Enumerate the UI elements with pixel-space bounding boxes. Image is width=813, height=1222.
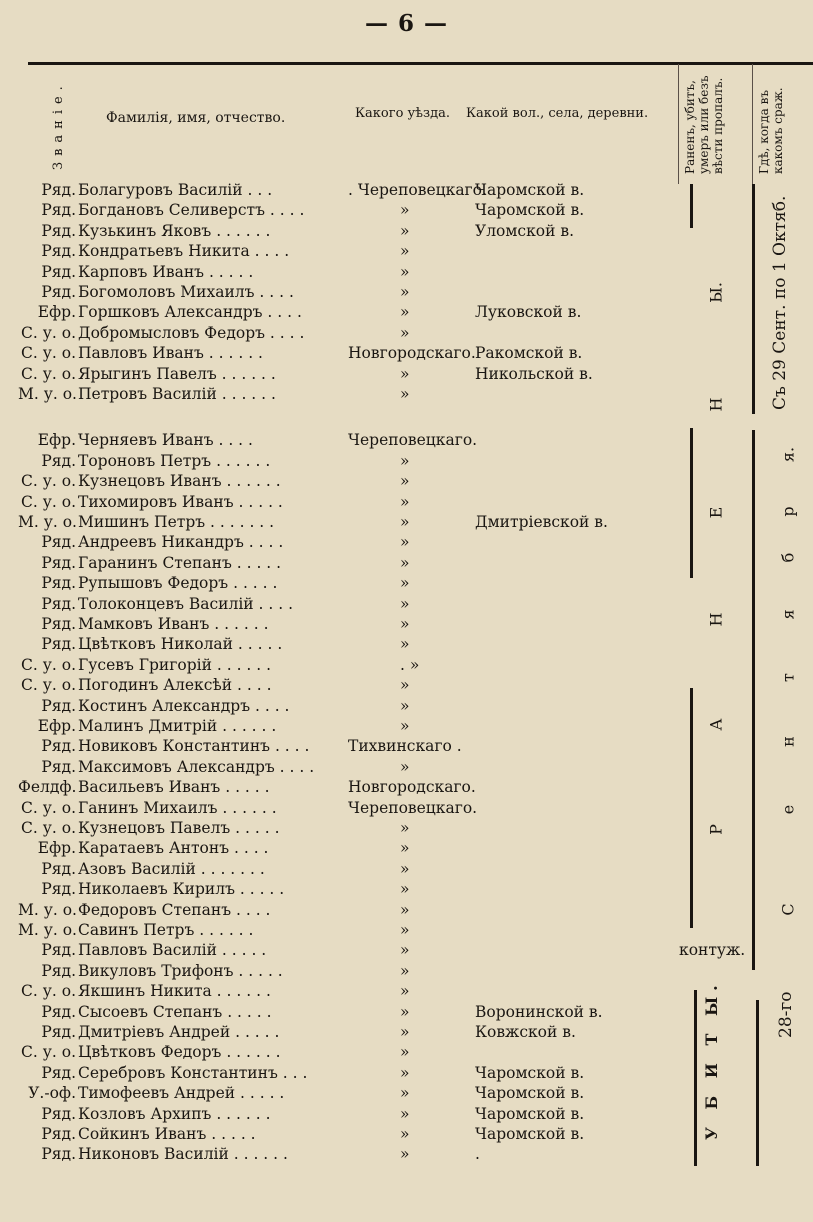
- cell-uezd: »: [400, 303, 410, 322]
- brace-group-2: [690, 428, 693, 578]
- cell-uezd: »: [400, 982, 410, 1001]
- cell-rank: Ряд.: [41, 696, 76, 715]
- cell-name: Серебровъ Константинъ . . .: [78, 1063, 308, 1082]
- cell-rank: Ряд.: [41, 961, 76, 980]
- cell-vol: Ракомской в.: [475, 344, 583, 363]
- brace-group-3: [690, 688, 693, 928]
- header-where-line1: Гдѣ, когда въ: [757, 90, 771, 174]
- cell-rank: М. у. о.: [18, 385, 77, 403]
- cell-name: Федоровъ Степанъ . . . .: [78, 900, 271, 919]
- cell-vol: Чаромской в.: [475, 1125, 585, 1143]
- cell-uezd: »: [400, 283, 410, 301]
- cell-rank: Ефр.: [37, 717, 76, 735]
- cell-vol: Чаромской в.: [475, 1063, 585, 1082]
- raneny-letter: Р: [706, 824, 726, 835]
- cell-rank: Ряд.: [41, 594, 76, 613]
- cell-name: Павловъ Василій . . . . .: [78, 941, 267, 960]
- table-row: [0, 1083, 813, 1104]
- header-rank: Званіе.: [51, 80, 66, 170]
- raneny-letter: А: [706, 718, 726, 731]
- cell-uezd: »: [400, 1084, 410, 1103]
- cell-rank: С. у. о.: [21, 982, 76, 1001]
- cell-rank: Ряд.: [41, 880, 76, 899]
- cell-name: Ганинъ Михаилъ . . . . . .: [78, 798, 277, 817]
- cell-uezd: »: [400, 1043, 410, 1062]
- cell-rank: С. у. о.: [21, 492, 76, 511]
- cell-uezd: Новгородскаго.: [348, 778, 476, 797]
- cell-rank: С. у. о.: [21, 472, 76, 491]
- cell-name: Богомоловъ Михаилъ . . . .: [78, 283, 294, 301]
- date-first: Съ 29 Сент. по 1 Октяб.: [770, 195, 790, 410]
- cell-name: Азовъ Василій . . . . . . .: [78, 859, 265, 878]
- cell-name: Горшковъ Александръ . . . .: [78, 303, 302, 322]
- cell-rank: Ряд.: [41, 221, 76, 240]
- cell-uezd: »: [400, 757, 410, 776]
- cell-uezd: »: [400, 451, 410, 470]
- date-28: 28-го: [776, 991, 796, 1038]
- cell-uezd: »: [400, 594, 410, 613]
- cell-rank: Ефр.: [37, 431, 76, 450]
- cell-uezd: Череповецкаго.: [348, 431, 478, 450]
- cell-uezd: »: [400, 492, 410, 511]
- cell-rank: С. у. о.: [21, 364, 76, 383]
- cell-rank: М. у. о.: [18, 900, 77, 919]
- cell-uezd: »: [400, 364, 410, 383]
- cell-rank: Ряд.: [41, 553, 76, 572]
- cell-uezd: »: [400, 1145, 410, 1164]
- cell-name: Цвѣтковъ Федоръ . . . . . .: [78, 1043, 281, 1062]
- table-row: [0, 343, 813, 364]
- cell-rank: С. у. о.: [21, 798, 76, 817]
- cell-uezd: Тихвинскаго .: [348, 737, 462, 756]
- table-row: [0, 302, 813, 323]
- cell-vol: Дмитріевской в.: [475, 513, 608, 531]
- cell-uezd: »: [400, 635, 410, 654]
- table-row: [0, 323, 813, 344]
- cell-rank: Ряд.: [41, 1023, 76, 1041]
- cell-name: Рупышовъ Федоръ . . . . .: [78, 574, 278, 593]
- cell-rank: Ряд.: [41, 615, 76, 633]
- cell-name: Викуловъ Трифонъ . . . . .: [78, 961, 283, 980]
- cell-rank: Ряд.: [41, 941, 76, 960]
- brace-date-2: [752, 430, 755, 970]
- cell-uezd: »: [400, 201, 410, 220]
- brace-date-1: [752, 184, 755, 414]
- header-name: Фамилія, имя, отчество.: [106, 110, 286, 126]
- cell-uezd: »: [400, 323, 410, 342]
- table-row: [0, 364, 813, 385]
- table-row: [0, 1022, 813, 1043]
- cell-rank: Ряд.: [41, 262, 76, 281]
- cell-name: Тороновъ Петръ . . . . . .: [78, 451, 271, 470]
- table-row: [0, 384, 813, 405]
- cell-rank: Ряд.: [41, 859, 76, 878]
- table-row: [0, 961, 813, 982]
- cell-name: Кузькинъ Яковъ . . . . . .: [78, 221, 271, 240]
- cell-name: Васильевъ Иванъ . . . . .: [78, 778, 270, 797]
- cell-uezd: »: [400, 472, 410, 491]
- cell-uezd: »: [400, 262, 410, 281]
- cell-vol: Чаромской в.: [475, 1084, 585, 1103]
- header-vol: Какой вол., села, деревни.: [466, 106, 649, 121]
- september-letter: р: [778, 506, 798, 517]
- september-letter: я: [778, 609, 798, 620]
- cell-uezd: »: [400, 615, 410, 633]
- cell-name: Черняевъ Иванъ . . . .: [78, 431, 253, 450]
- cell-uezd: »: [400, 921, 410, 939]
- cell-name: Костинъ Александръ . . . .: [78, 696, 290, 715]
- header-where-line2: какомъ сраж.: [771, 87, 785, 174]
- september-letter: т: [778, 673, 798, 682]
- cell-name: Малинъ Дмитрій . . . . . .: [78, 717, 277, 735]
- cell-rank: С. у. о.: [21, 1043, 76, 1062]
- cell-uezd: »: [400, 1002, 410, 1021]
- brace-date-3: [756, 1000, 759, 1166]
- cell-name: Никоновъ Василій . . . . . .: [78, 1145, 288, 1164]
- cell-name: Якшинъ Никита . . . . . .: [78, 982, 271, 1001]
- cell-result: контуж.: [679, 941, 746, 960]
- cell-name: Мишинъ Петръ . . . . . . .: [78, 513, 275, 531]
- cell-name: Цвѣтковъ Николай . . . . .: [78, 635, 283, 654]
- cell-uezd: »: [400, 242, 410, 261]
- cell-uezd: »: [400, 1063, 410, 1082]
- cell-uezd: »: [400, 513, 410, 531]
- cell-uezd: »: [400, 859, 410, 878]
- cell-rank: Ряд.: [41, 451, 76, 470]
- september-letter: С: [778, 903, 798, 916]
- cell-uezd: . Череповецкаго.: [348, 181, 487, 199]
- cell-vol: Уломской в.: [475, 221, 575, 240]
- cell-name: Кузнецовъ Иванъ . . . . . .: [78, 472, 281, 491]
- cell-name: Гаранинъ Степанъ . . . . .: [78, 553, 282, 572]
- table-row: [0, 241, 813, 262]
- header-status-line1: Раненъ, убитъ,: [683, 80, 697, 174]
- cell-vol: Воронинской в.: [475, 1002, 603, 1021]
- cell-rank: С. у. о.: [21, 323, 76, 342]
- cell-rank: Ряд.: [41, 635, 76, 654]
- cell-rank: С. у. о.: [21, 344, 76, 363]
- cell-rank: Ряд.: [41, 242, 76, 261]
- cell-vol: Ковжской в.: [475, 1023, 576, 1041]
- cell-rank: С. у. о.: [21, 676, 76, 695]
- table-row: [0, 614, 813, 635]
- table-row: [0, 1042, 813, 1063]
- cell-uezd: »: [400, 941, 410, 960]
- cell-uezd: »: [400, 961, 410, 980]
- cell-name: Петровъ Василій . . . . . .: [78, 385, 276, 403]
- cell-rank: У.-оф.: [28, 1084, 76, 1103]
- cell-uezd: »: [400, 819, 410, 837]
- cell-rank: С. у. о.: [21, 819, 76, 837]
- cell-rank: Ряд.: [41, 1125, 76, 1143]
- cell-uezd: »: [400, 533, 410, 552]
- cell-name: Мамковъ Иванъ . . . . . .: [78, 615, 269, 633]
- cell-name: Новиковъ Константинъ . . . .: [78, 737, 310, 756]
- cell-name: Максимовъ Александръ . . . .: [78, 757, 315, 776]
- table-row: [0, 655, 813, 676]
- cell-name: Павловъ Иванъ . . . . . .: [78, 344, 263, 363]
- header-status-line2: умеръ или безъ: [697, 75, 711, 174]
- cell-name: Кондратьевъ Никита . . . .: [78, 242, 290, 261]
- brace-group-1: [690, 184, 693, 228]
- cell-uezd: »: [400, 900, 410, 919]
- cell-uezd: »: [400, 1104, 410, 1123]
- cell-rank: Ряд.: [41, 181, 76, 199]
- header-status: [683, 66, 731, 176]
- cell-name: Богдановъ Селиверстъ . . . .: [78, 201, 305, 220]
- cell-vol: Луковской в.: [475, 303, 582, 322]
- september-letter: я.: [778, 446, 798, 463]
- cell-rank: Ряд.: [41, 1145, 76, 1164]
- table-row: [0, 1104, 813, 1125]
- table-row: [0, 1063, 813, 1084]
- table-row: [0, 282, 813, 303]
- cell-uezd: . »: [400, 655, 420, 674]
- table-row: [0, 981, 813, 1002]
- cell-rank: Ряд.: [41, 533, 76, 552]
- raneny-letter: Е: [706, 506, 726, 519]
- cell-uezd: »: [400, 1023, 410, 1041]
- cell-rank: Ефр.: [37, 303, 76, 322]
- cell-uezd: »: [400, 553, 410, 572]
- cell-name: Гусевъ Григорій . . . . . .: [78, 655, 272, 674]
- cell-uezd: »: [400, 717, 410, 735]
- cell-uezd: »: [400, 676, 410, 695]
- cell-rank: Ряд.: [41, 1002, 76, 1021]
- cell-rank: Ряд.: [41, 757, 76, 776]
- brace-group-4: [694, 990, 697, 1166]
- cell-uezd: »: [400, 696, 410, 715]
- cell-name: Погодинъ Алексѣй . . . .: [78, 676, 272, 695]
- cell-rank: С. у. о.: [21, 655, 76, 674]
- header-status-line3: вѣсти пропалъ.: [711, 77, 725, 174]
- cell-vol: Чаромской в.: [475, 1104, 585, 1123]
- cell-rank: М. у. о.: [18, 921, 77, 939]
- col-sep-status: [678, 64, 679, 184]
- raneny-letter: Н: [706, 397, 726, 412]
- cell-uezd: »: [400, 839, 410, 858]
- cell-uezd: Череповецкаго.: [348, 798, 478, 817]
- cell-rank: Ряд.: [41, 283, 76, 301]
- cell-rank: Ефр.: [37, 839, 76, 858]
- cell-name: Ярыгинъ Павелъ . . . . . .: [78, 364, 276, 383]
- status-ubity: У Б И Т Ы.: [702, 979, 721, 1140]
- cell-name: Тихомировъ Иванъ . . . . .: [78, 492, 283, 511]
- cell-name: Толоконцевъ Василій . . . .: [78, 594, 294, 613]
- table-row: [0, 1124, 813, 1145]
- cell-rank: Ряд.: [41, 1063, 76, 1082]
- cell-vol: .: [475, 1145, 480, 1164]
- page-number: — 6 —: [364, 10, 449, 37]
- header-uezd: Какого уѣзда.: [355, 106, 450, 121]
- table-row: [0, 634, 813, 655]
- table-row: [0, 594, 813, 615]
- cell-uezd: »: [400, 221, 410, 240]
- cell-name: Николаевъ Кирилъ . . . . .: [78, 880, 285, 899]
- september-letter: н: [778, 736, 798, 747]
- cell-name: Андреевъ Никандръ . . . .: [78, 533, 284, 552]
- cell-uezd: Новгородскаго.: [348, 344, 476, 363]
- cell-name: Сысоевъ Степанъ . . . . .: [78, 1002, 272, 1021]
- cell-uezd: »: [400, 1125, 410, 1143]
- cell-rank: Фелдф.: [18, 778, 77, 797]
- september-letter: б: [778, 552, 798, 563]
- col-sep-where: [752, 64, 753, 184]
- cell-vol: Чаромской в.: [475, 181, 585, 199]
- cell-rank: Ряд.: [41, 737, 76, 756]
- cell-uezd: »: [400, 385, 410, 403]
- cell-vol: Чаромской в.: [475, 201, 585, 220]
- table-row: [0, 1144, 813, 1165]
- cell-name: Сойкинъ Иванъ . . . . .: [78, 1125, 256, 1143]
- cell-rank: Ряд.: [41, 1104, 76, 1123]
- cell-name: Козловъ Архипъ . . . . . .: [78, 1104, 271, 1123]
- header-where: [757, 66, 793, 176]
- cell-name: Каратаевъ Антонъ . . . .: [78, 839, 269, 858]
- table-row: [0, 940, 813, 961]
- table-row: [0, 1002, 813, 1023]
- header-rule: [28, 62, 813, 65]
- raneny-letter: Н: [706, 612, 726, 627]
- september-letter: е: [778, 804, 798, 815]
- cell-rank: Ряд.: [41, 201, 76, 220]
- cell-vol: Никольской в.: [475, 364, 593, 383]
- cell-name: Савинъ Петръ . . . . . .: [78, 921, 254, 939]
- cell-name: Карповъ Иванъ . . . . .: [78, 262, 254, 281]
- cell-uezd: »: [400, 574, 410, 593]
- cell-name: Тимофеевъ Андрей . . . . .: [78, 1084, 285, 1103]
- raneny-letter: Ы.: [706, 282, 726, 303]
- cell-rank: Ряд.: [41, 574, 76, 593]
- cell-name: Болагуровъ Василій . . .: [78, 181, 273, 199]
- cell-name: Добромысловъ Федоръ . . . .: [78, 323, 305, 342]
- cell-rank: М. у. о.: [18, 513, 77, 531]
- cell-uezd: »: [400, 880, 410, 899]
- cell-name: Кузнецовъ Павелъ . . . . .: [78, 819, 280, 837]
- table-row: [0, 262, 813, 283]
- cell-name: Дмитріевъ Андрей . . . . .: [78, 1023, 280, 1041]
